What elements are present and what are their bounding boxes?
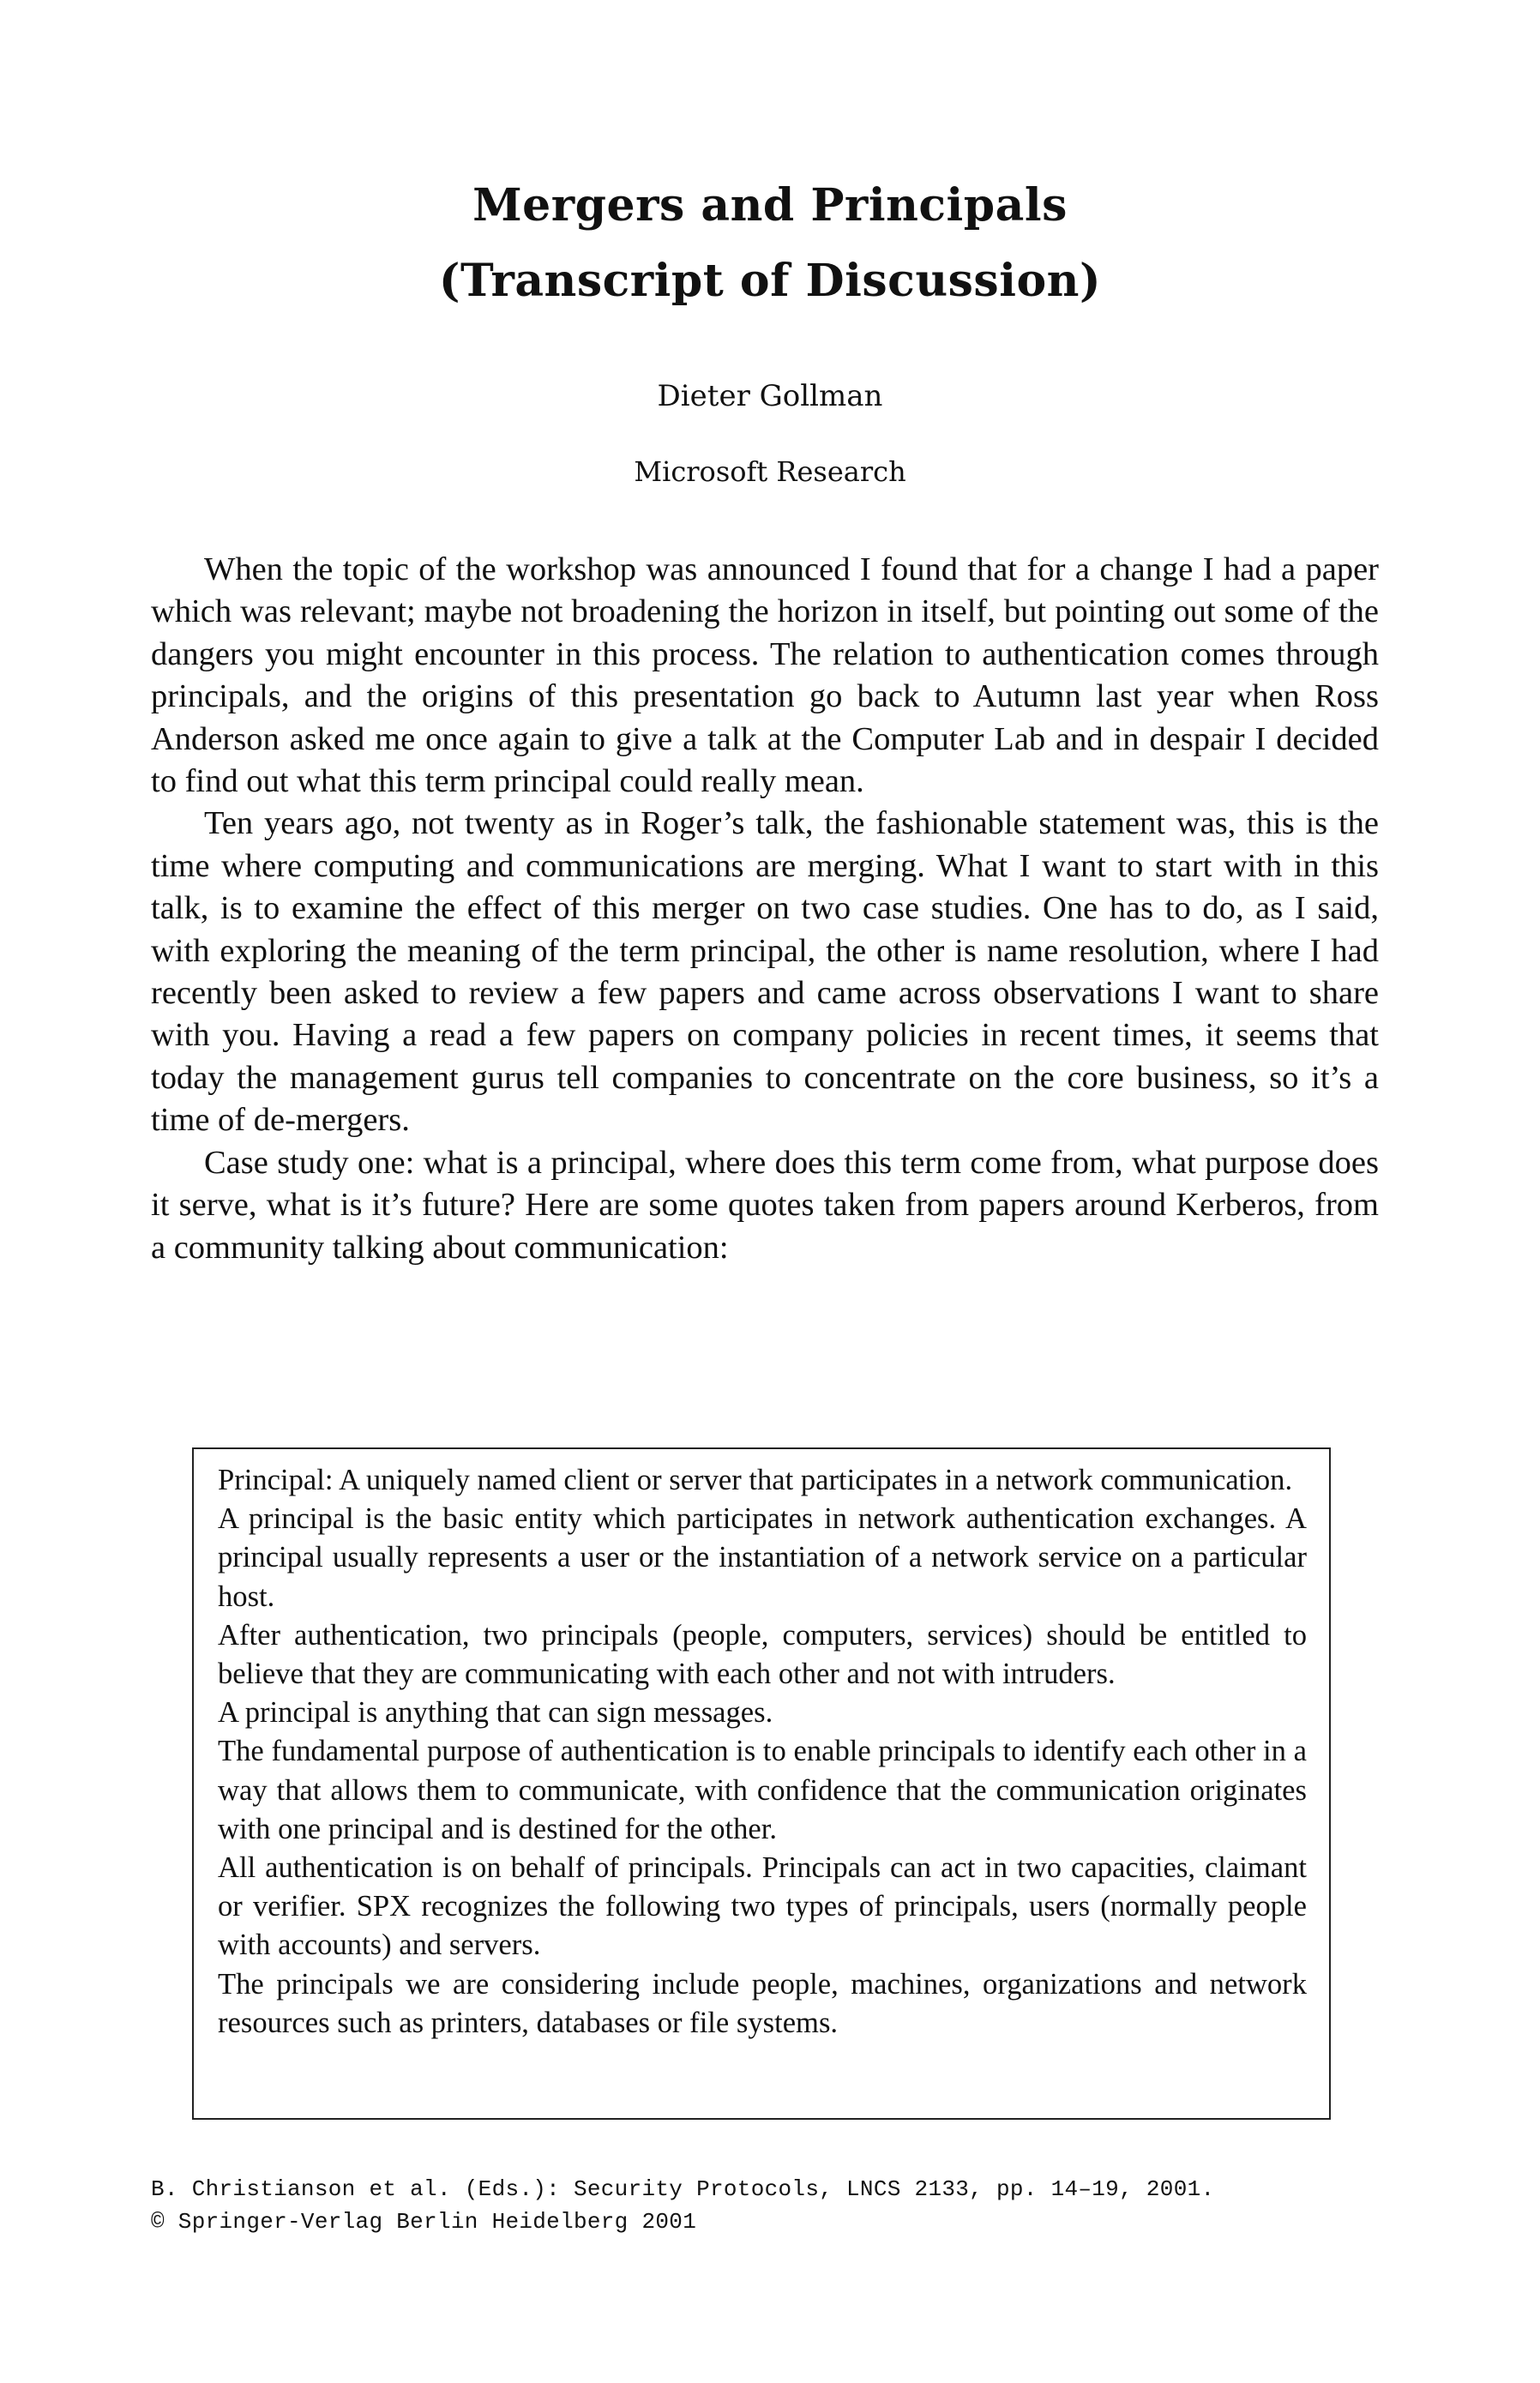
body-text [151, 549, 1379, 1269]
paper-title [0, 168, 1540, 319]
title-line-1: Mergers and Principals [472, 179, 1068, 232]
paragraph: Case study one: what is a principal, where does this term come from, what purpose does it serve, what is it’s future? Here are some quotes taken from papers around Kerberos, from a community talking about communication: [151, 1144, 1379, 1266]
quote-item: Principal: A uniquely named client or server that participates in a network communication. [218, 1464, 1293, 1496]
footer-copyright: © Springer-Verlag Berlin Heidelberg 2001 [151, 2209, 697, 2235]
author-affiliation: Microsoft Research [634, 455, 906, 488]
quotes-box [192, 1447, 1331, 2120]
title-line-2: (Transcript of Discussion) [438, 255, 1102, 307]
author-name: Dieter Gollman [657, 379, 883, 413]
paragraph: When the topic of the workshop was announced I found that for a change I had a paper which was relevant; maybe not broadening the horizon in itself, but pointing out some of the dangers you might encounter in this process. The relation to authentication comes through principals, and the origins of this presentation go back to Autumn last year when Ross Anderson asked me once again to give a talk at the Computer Lab and in despair I decided to find out what this term principal could really mean. [151, 551, 1379, 800]
paragraph: Ten years ago, not twenty as in Roger’s talk, the fashionable statement was, this is the time where computing and communications are merging. What I want to start with in this talk, is to examine the effect of this merger on two case studies. One has to do, as I said, with exploring the meaning of the term principal, the other is name resolution, where I had recently been asked to review a few papers and came across observations I want to share with you. Having a read a few papers on company policies in recent times, it seems that today the management gurus tell companies to concentrate on the core business, so it’s a time of de-mergers. [151, 805, 1379, 1139]
footer-citation: B. Christianson et al. (Eds.): Security Protocols, LNCS 2133, pp. 14–19, 2001. [151, 2176, 1215, 2202]
quote-item: The fundamental purpose of authentication is to enable principals to identify each other in a way that allows them to communicate, with confidence that the communication originates with one principal and is destined for the other. [218, 1735, 1307, 1845]
quote-item: A principal is the basic entity which participates in network authentication exchanges. A principal usually represents a user or the instantiation of a network service on a particular host. [218, 1502, 1307, 1613]
footer [151, 2173, 1379, 2238]
quote-item: A principal is anything that can sign messages. [218, 1696, 773, 1730]
quote-item: All authentication is on behalf of principals. Principals can act in two capacities, claimant or verifier. SPX recognizes the following two types of principals, users (normally people with accounts) and servers. [218, 1851, 1307, 1962]
quote-item: After authentication, two principals (people, computers, services) should be entitled to believe that they are communicating with each other and not with intruders. [218, 1618, 1307, 1691]
quote-item: The principals we are considering include people, machines, organizations and network resources such as printers, databases or file systems. [218, 1967, 1307, 2039]
